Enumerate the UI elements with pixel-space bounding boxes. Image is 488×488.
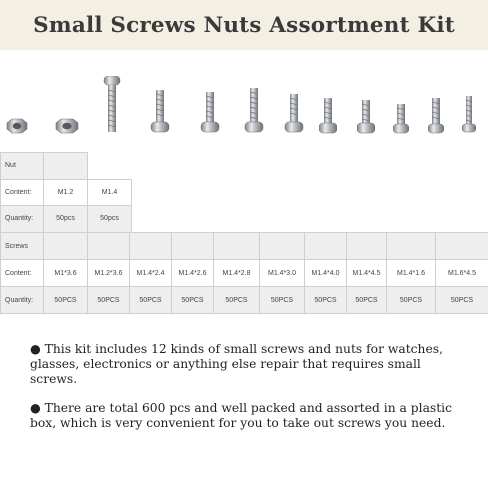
screw-image-m1-4-3-0 xyxy=(319,98,337,134)
screw-quantity-label: Quantity: xyxy=(1,287,44,314)
screw-qty-cell: 50PCS xyxy=(88,287,130,314)
screw-header-row xyxy=(1,233,488,260)
nut-image-m1-4 xyxy=(55,118,79,134)
screw-content-label: Content: xyxy=(1,260,44,287)
screw-size-cell: M1.4*2.4 xyxy=(130,260,172,287)
nut-qty-cell: 50pcs xyxy=(44,206,88,233)
screw-size-cell: M1.4*2.6 xyxy=(172,260,214,287)
nut-size-cell: M1.4 xyxy=(88,179,132,206)
screw-image-m1-4-2-8 xyxy=(284,94,304,134)
screw-image-m1-6-4-5 xyxy=(462,96,476,134)
nut-header-cell xyxy=(88,153,132,180)
screw-header-cell xyxy=(172,233,214,260)
screw-size-cell: M1.2*3.6 xyxy=(88,260,130,287)
screw-header-cell xyxy=(436,233,488,260)
nut-image-m1-2 xyxy=(6,118,28,134)
screw-qty-cell: 50PCS xyxy=(260,287,305,314)
screw-header-cell xyxy=(130,233,172,260)
screw-header-cell xyxy=(305,233,347,260)
screw-header-cell xyxy=(88,233,130,260)
bullet-packaging: ● There are total 600 pcs and well packed and assorted in a plastic box, which is very convenient for you to take out screws you need. xyxy=(30,401,452,430)
screw-size-cell: M1.4*2.8 xyxy=(214,260,260,287)
screw-qty-cell: 50PCS xyxy=(305,287,347,314)
screw-size-cell: M1*3.6 xyxy=(44,260,88,287)
screw-image-m1-2-3-6 xyxy=(150,90,170,134)
screw-image-m1-4-4-5 xyxy=(393,104,409,134)
screw-size-cell: M1.4*4.5 xyxy=(347,260,387,287)
screw-image-m1-4-1-6 xyxy=(428,98,444,134)
screw-qty-cell: 50PCS xyxy=(387,287,436,314)
title-banner xyxy=(0,0,488,50)
screw-header: Screws xyxy=(1,233,44,260)
screw-size-cell: M1.4*1.6 xyxy=(387,260,436,287)
screw-image-m1-4-2-4 xyxy=(200,92,220,134)
nut-qty-cell: 50pcs xyxy=(88,206,132,233)
nut-content-row xyxy=(1,179,132,206)
screw-qty-cell: 50PCS xyxy=(130,287,172,314)
nut-table xyxy=(0,152,132,233)
screw-qty-cell: 50PCS xyxy=(436,287,488,314)
screw-qty-cell: 50PCS xyxy=(44,287,88,314)
screw-qty-cell: 50PCS xyxy=(347,287,387,314)
description xyxy=(30,342,470,445)
screw-header-cell xyxy=(44,233,88,260)
nut-header-row xyxy=(1,153,132,180)
nut-quantity-row xyxy=(1,206,132,233)
screw-quantity-row xyxy=(1,287,488,314)
screw-header-cell xyxy=(347,233,387,260)
screw-size-cell: M1.6*4.5 xyxy=(436,260,488,287)
nut-size-cell: M1.2 xyxy=(44,179,88,206)
parts-photo xyxy=(0,70,488,140)
screw-image-m1-3-6 xyxy=(102,76,122,134)
page-title: Small Screws Nuts Assortment Kit xyxy=(33,12,455,38)
screw-image-m1-4-2-6 xyxy=(244,88,264,134)
nut-content-label: Content: xyxy=(1,179,44,206)
screw-qty-cell: 50PCS xyxy=(214,287,260,314)
screw-header-cell xyxy=(260,233,305,260)
nut-header-cell xyxy=(44,153,88,180)
screw-image-m1-4-4-0 xyxy=(357,100,375,134)
bullet-kit-contents: ● This kit includes 12 kinds of small screws and nuts for watches, glasses, electronics or anything else repair that requires small screws. xyxy=(30,342,443,386)
screw-header-cell xyxy=(214,233,260,260)
screw-content-row xyxy=(1,260,488,287)
nut-quantity-label: Quantity: xyxy=(1,206,44,233)
screw-size-cell: M1.4*3.0 xyxy=(260,260,305,287)
screw-header-cell xyxy=(387,233,436,260)
nut-header: Nut xyxy=(1,153,44,180)
screw-size-cell: M1.4*4.0 xyxy=(305,260,347,287)
screw-qty-cell: 50PCS xyxy=(172,287,214,314)
screw-table xyxy=(0,232,488,314)
